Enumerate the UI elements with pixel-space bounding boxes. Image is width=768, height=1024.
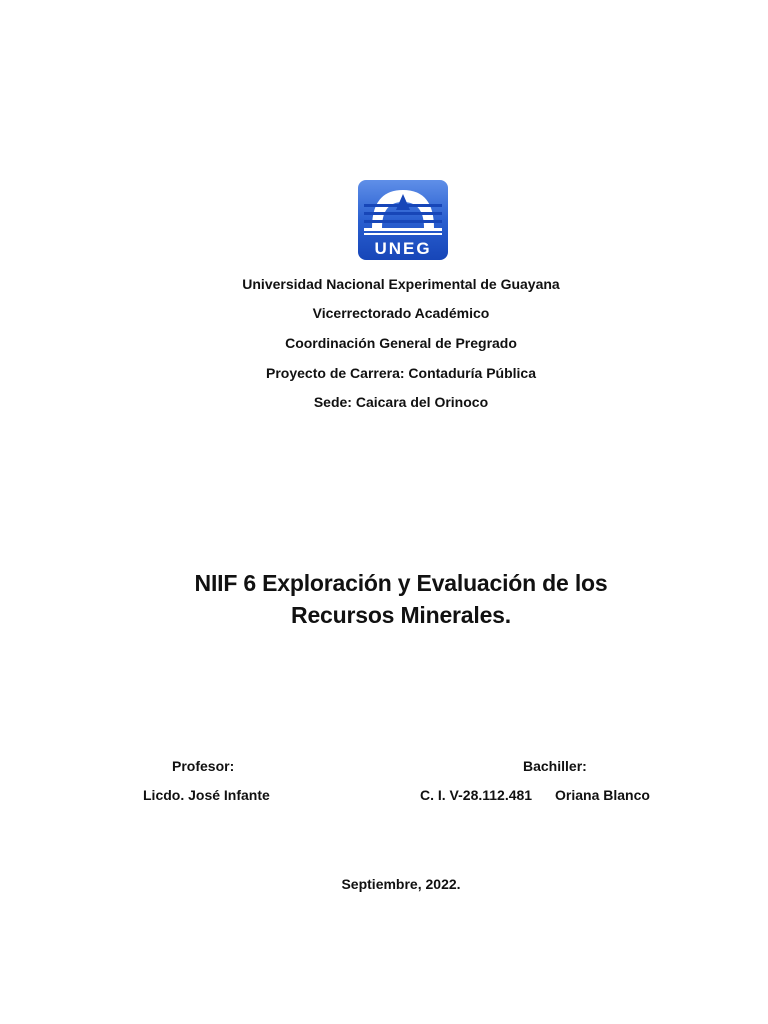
document-title	[0, 567, 768, 631]
document-date: Septiembre, 2022.	[341, 876, 461, 892]
uneg-logo-text: UNEG	[374, 239, 432, 258]
uneg-logo	[358, 180, 448, 260]
uneg-logo-icon	[358, 180, 448, 260]
bachiller-label: Bachiller:	[523, 758, 587, 774]
proyecto-carrera: Proyecto de Carrera: Contaduría Pública	[266, 365, 536, 381]
coordinacion: Coordinación General de Pregrado	[285, 335, 517, 351]
title-line-1: NIIF 6 Exploración y Evaluación de los	[194, 570, 608, 596]
bachiller-name: Oriana Blanco	[555, 787, 650, 803]
title-line-2: Recursos Minerales.	[291, 602, 511, 628]
university-name: Universidad Nacional Experimental de Guayana	[242, 276, 560, 292]
profesor-name: Licdo. José Infante	[143, 787, 270, 803]
profesor-label: Profesor:	[172, 758, 235, 774]
bachiller-id: C. I. V-28.112.481	[420, 787, 533, 803]
vicerrectorado: Vicerrectorado Académico	[312, 305, 490, 321]
sede: Sede: Caicara del Orinoco	[313, 394, 489, 410]
